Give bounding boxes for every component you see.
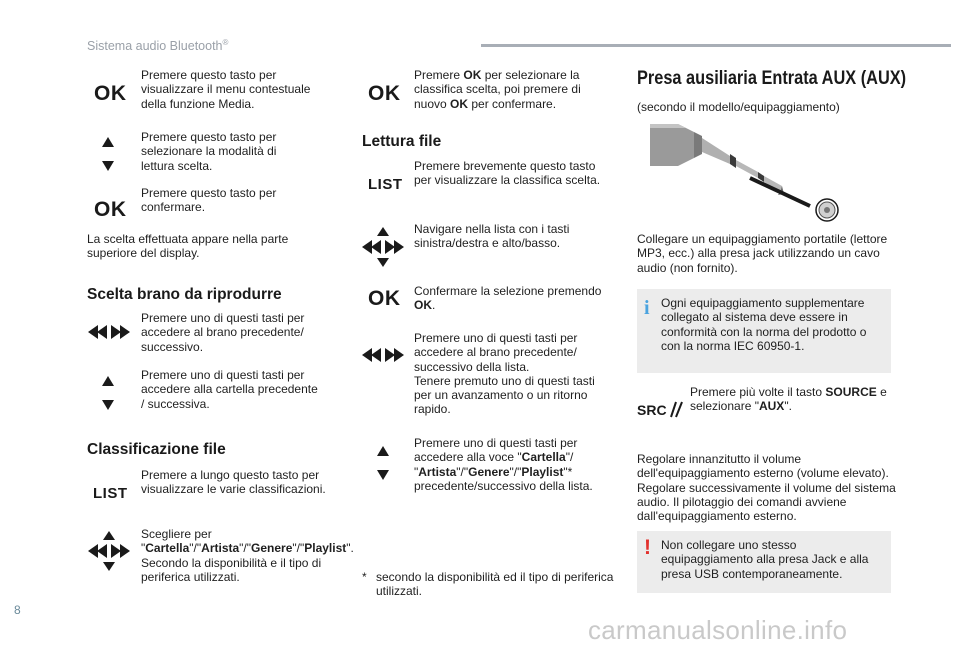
aux-jack-illustration: [650, 120, 850, 227]
header-divider: [481, 44, 951, 47]
page-number: 8: [14, 603, 21, 617]
info-note-box: [637, 289, 891, 373]
ok-button-icon: OK: [368, 82, 401, 105]
list-button-icon: LIST: [93, 485, 128, 502]
warning-icon: !: [644, 536, 651, 559]
four-way-arrows-icon: [88, 530, 130, 572]
prev-next-arrows-icon: [88, 325, 130, 339]
footnote-text: secondo la disponibilità ed il tipo di periferica utilizzati.: [376, 570, 614, 599]
col1-confirm-text: Premere questo tasto per confermare.: [141, 186, 277, 215]
src-label: SRC: [637, 402, 667, 418]
up-down-arrows-icon: [101, 375, 115, 411]
up-down-arrows-icon: [376, 445, 390, 481]
col1-long-press-text: Premere a lungo questo tasto per visualizzare le varie classificazioni.: [141, 468, 326, 497]
ok-button-icon: OK: [368, 287, 401, 310]
col2-short-press-text: Premere brevemente questo tasto per visualizzare la classifica scelta.: [414, 159, 601, 188]
col2-ok-select-text: Premere OK per selezionare la classifica scelta, poi premere di nuovo OK per confermare.: [414, 68, 581, 111]
prev-next-arrows-icon: [362, 348, 404, 362]
heading-lettura-file: Lettura file: [362, 133, 442, 150]
ok-button-icon: OK: [94, 198, 127, 221]
footnote-mark: *: [362, 570, 367, 584]
src-button-icon: [637, 400, 683, 418]
warning-note-text: Non collegare uno stesso equipaggiamento alla presa Jack e alla presa USB contemporaneamente.: [661, 538, 869, 581]
col2-navigate-text: Navigare nella lista con i tasti sinistra/destra e alto/basso.: [414, 222, 570, 251]
up-down-arrows-icon: [101, 136, 115, 172]
aux-connect-text: Collegare un equipaggiamento portatile (lettore MP3, ecc.) alla presa jack utilizzando un cavo audio (non fornito).: [637, 232, 888, 275]
col2-prev-next-text: Premere uno di questi tasti per accedere al brano precedente/ successivo della lista. Tenere premuto uno di questi tasti per un avanzamento o un ritorno rapido.: [414, 331, 595, 417]
info-note-text: Ogni equipaggiamento supplementare collegato al sistema deve essere in conformità con la norma del prodotto o con la norma IEC 60950-1.: [661, 296, 867, 353]
col1-prev-next-text: Premere uno di questi tasti per accedere al brano precedente/ successivo.: [141, 311, 305, 354]
info-icon: i: [644, 297, 650, 319]
heading-scelta-brano: Scelta brano da riprodurre: [87, 286, 282, 303]
list-button-icon: LIST: [368, 176, 403, 193]
heading-classificazione: Classificazione file: [87, 441, 226, 458]
aux-subtitle: (secondo il modello/equipaggiamento): [637, 100, 840, 114]
col1-folder-text: Premere uno di questi tasti per accedere alla cartella precedente / successiva.: [141, 368, 318, 411]
warning-note-box: [637, 531, 891, 593]
four-way-arrows-icon: [362, 226, 404, 268]
col1-choose-text: Scegliere per "Cartella"/"Artista"/"Genere"/"Playlist". Secondo la disponibilità e il tipo di periferica utilizzati.: [141, 527, 354, 584]
watermark: carmanualsonline.info: [588, 615, 848, 645]
section-title: Sistema audio Bluetooth®: [87, 38, 229, 54]
col1-ok-menu-text: Premere questo tasto per visualizzare il menu contestuale della funzione Media.: [141, 68, 311, 111]
aux-source-text: Premere più volte il tasto SOURCE e selezionare "AUX".: [690, 385, 887, 414]
heading-presa-aux: Presa ausiliaria Entrata AUX (AUX): [637, 68, 907, 89]
col2-confirm-text: Confermare la selezione premendo OK.: [414, 284, 602, 313]
col2-voce-text: Premere uno di questi tasti per accedere alla voce "Cartella"/ "Artista"/"Genere"/"Playlist"* precedente/successivo della lista.: [414, 436, 593, 493]
col1-mode-text: Premere questo tasto per selezionare la modalità di lettura scelta.: [141, 130, 277, 173]
aux-volume-text: Regolare innanzitutto il volume dell'equipaggiamento esterno (volume elevato). Regolare successivamente il volume del sistema audio. Il pilotaggio dei comandi avviene dall'equipaggiamento esterno.: [637, 452, 896, 524]
col1-selection-text: La scelta effettuata appare nella parte superiore del display.: [87, 232, 289, 261]
ok-button-icon: OK: [94, 82, 127, 105]
